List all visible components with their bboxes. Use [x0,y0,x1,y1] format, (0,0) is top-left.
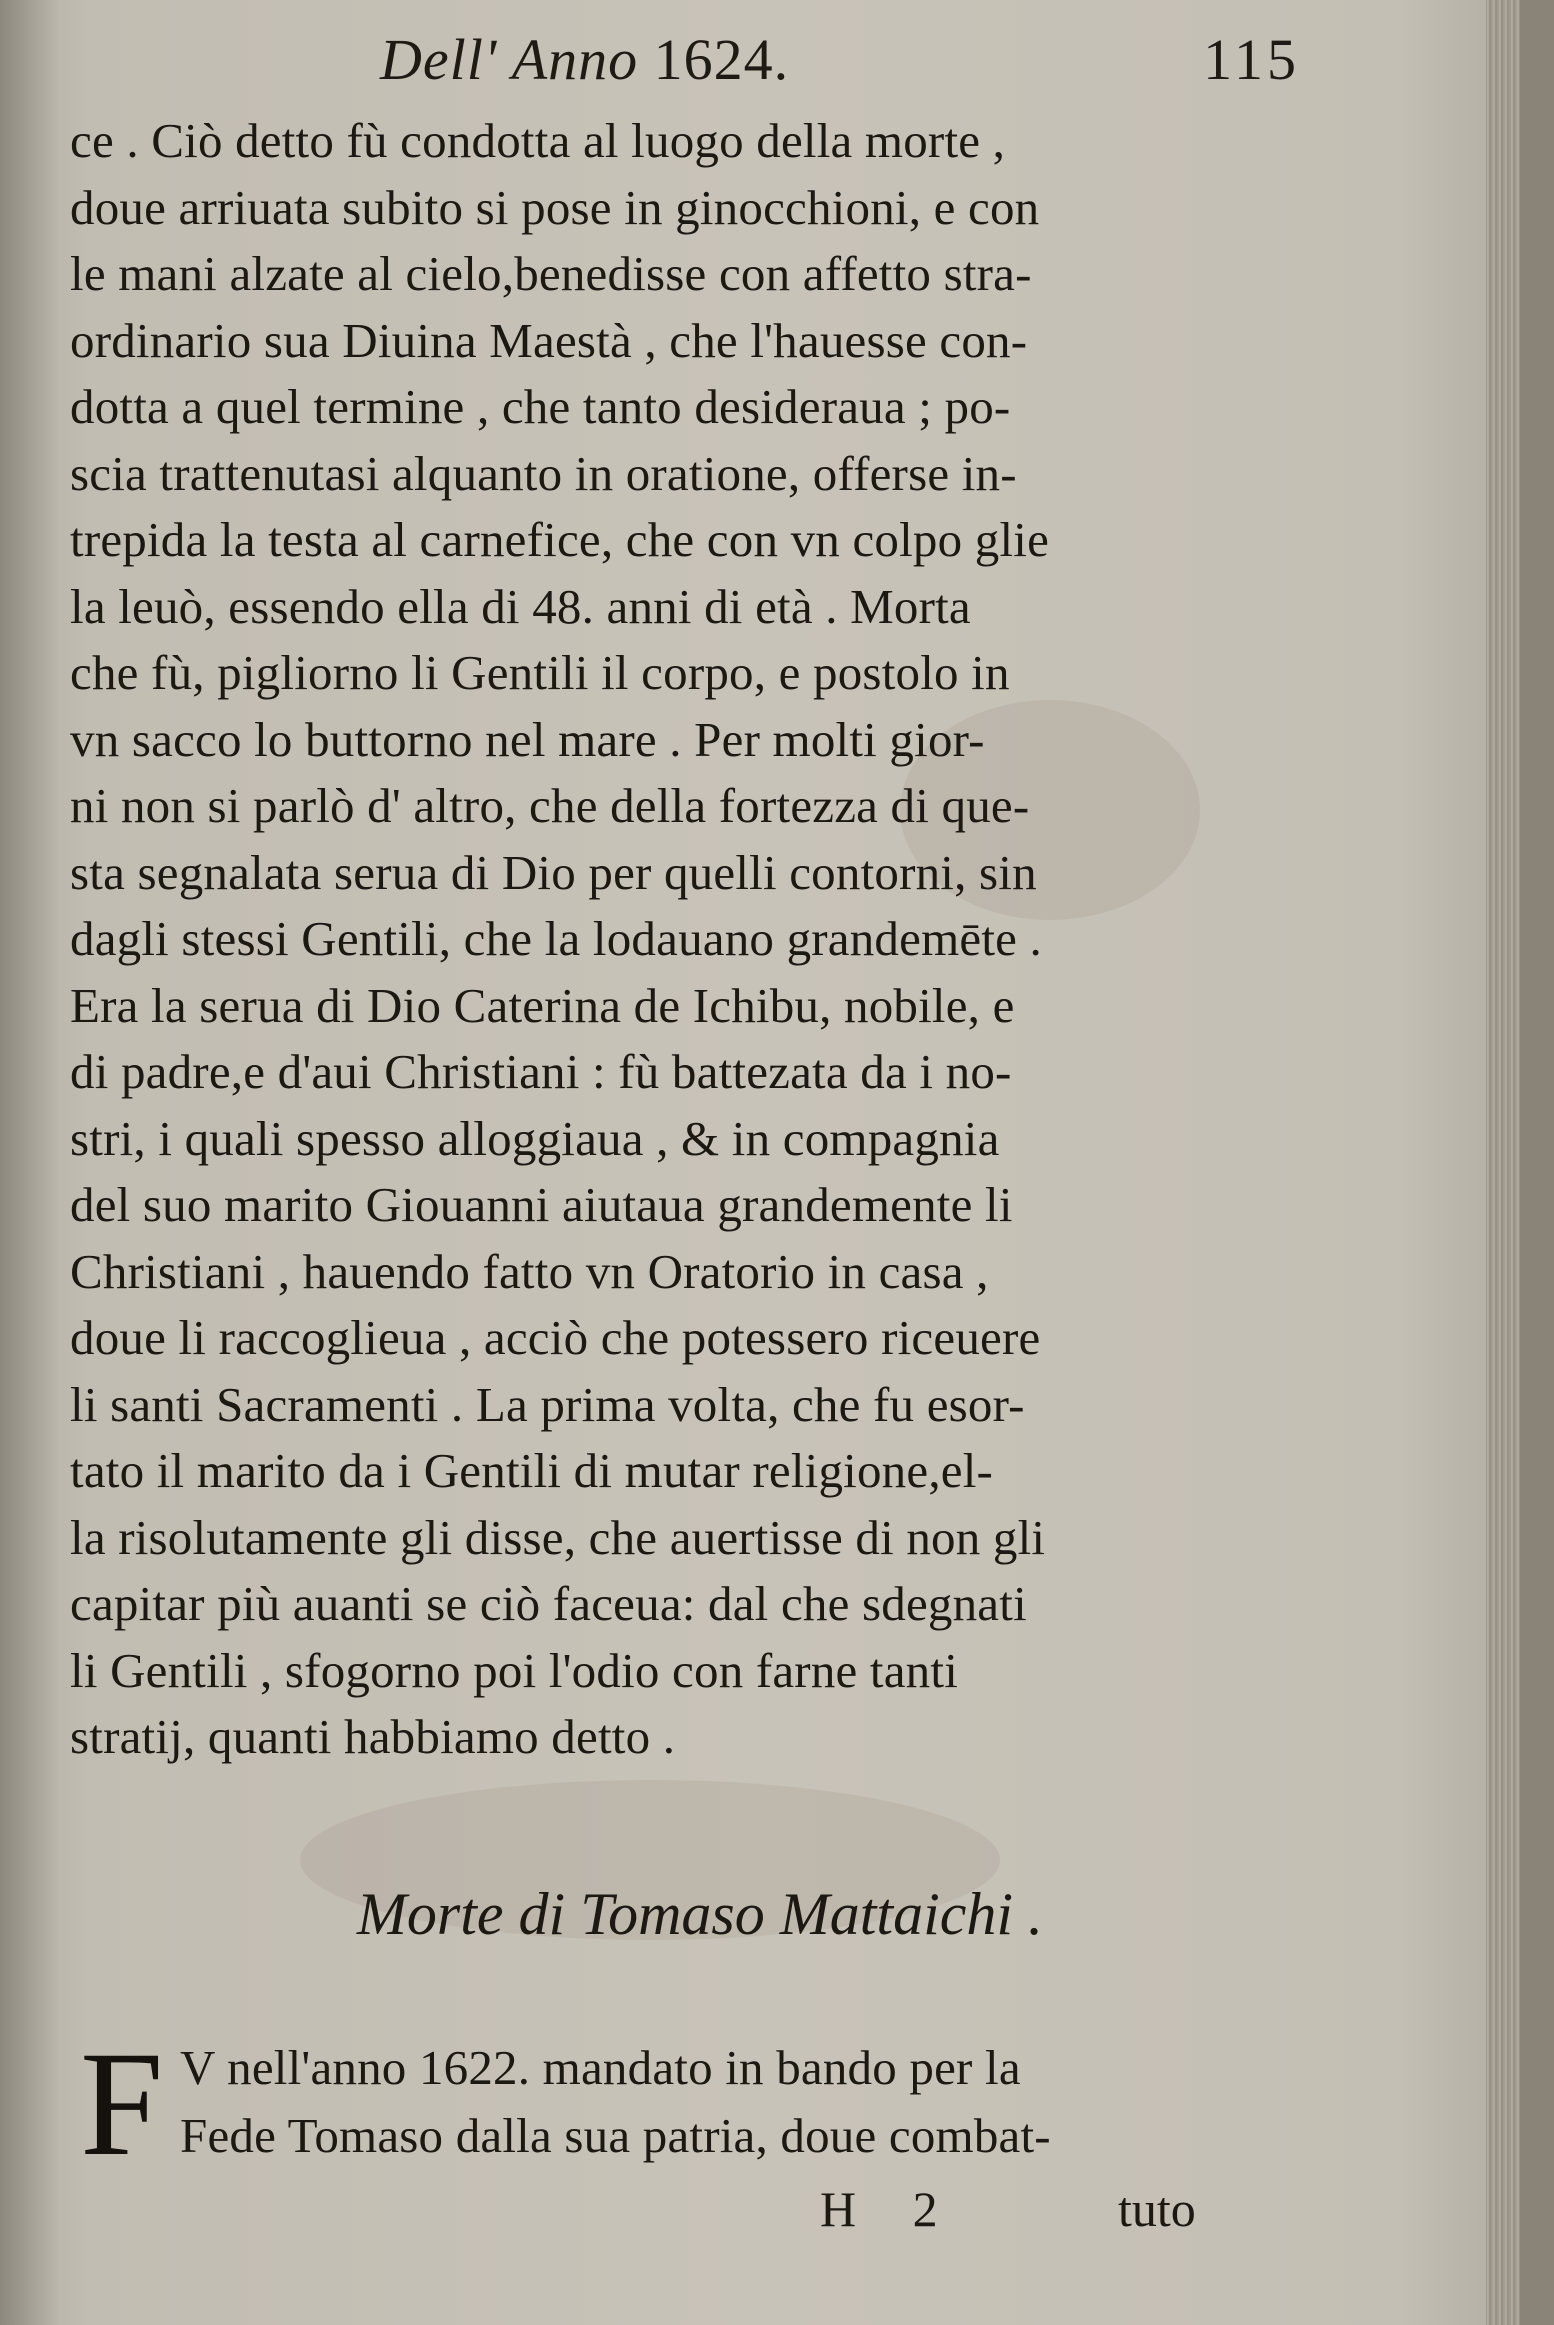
text-line: dotta a quel termine , che tanto desideraua ; po- [70,379,1011,434]
text-line: stratij, quanti habbiamo detto . [70,1709,676,1764]
catchword: tuto [1118,2181,1196,2237]
text-line: del suo marito Giouanni aiutaua grandemente li [70,1177,1013,1232]
gutter-shadow [0,0,60,2325]
text-line: stri, i quali spesso alloggiaua , & in compagnia [70,1110,1000,1166]
text-line: che fù, pigliorno li Gentili il corpo, e postolo in [70,645,1010,700]
text-line: sta segnalata serua di Dio per quelli contorni, sin [70,844,1037,900]
page-number: 115 [1203,27,1300,92]
text-line: V nell'anno 1622. mandato in bando per la [180,2040,1021,2095]
text-line: di padre,e d'aui Christiani : fù battezata da i no- [70,1044,1012,1099]
text-line: capitar più auanti se ciò faceua: dal che sdegnati [70,1576,1027,1631]
text-line: doue arriuata subito si pose in ginocchioni, e con [70,179,1040,235]
text-line: Fede Tomaso dalla sua patria, doue combat- [180,2108,1051,2163]
text-line: Era la serua di Dio Caterina de Ichibu, nobile, e [70,977,1015,1033]
drop-cap: F [80,2021,164,2187]
text-line: trepida la testa al carnefice, che con vn colpo glie [70,512,1050,567]
text-line: vn sacco lo buttorno nel mare . Per molti gior- [70,711,985,767]
page-fore-edge [1486,0,1520,2325]
running-head-title: Dell' Anno [380,27,639,92]
text-line: Christiani , hauendo fatto vn Oratorio in casa , [70,1243,989,1299]
text-line: la risolutamente gli disse, che auertisse di non gli [70,1509,1046,1565]
page-header [0,26,1520,106]
text-line: scia trattenutasi alquanto in oratione, offerse in- [70,445,1017,501]
text-line: ordinario sua Diuina Maestà , che l'hauesse con- [70,312,1028,368]
text-line: li santi Sacramenti . La prima volta, che fu esor- [70,1376,1025,1432]
second-paragraph-lines [180,2034,1340,2170]
section-heading: Morte di Tomaso Mattaichi . [356,1881,1044,1947]
text-line: ce . Ciò detto fù condotta al luogo della morte , [70,113,1006,168]
text-line: doue li raccoglieua , acciò che potessero riceuere [70,1310,1041,1365]
text-line: le mani alzate al cielo,benedisse con affetto stra- [70,246,1032,301]
text-line: ni non si parlò d' altro, che della fortezza di que- [70,778,1030,833]
text-line: li Gentili , sfogorno poi l'odio con farne tanti [70,1642,959,1698]
main-text-block [70,108,1310,1771]
text-line: dagli stessi Gentili, che la lodauano grandemēte . [70,911,1043,966]
text-line: tato il marito da i Gentili di mutar religione,el- [70,1443,994,1498]
running-head [380,26,789,93]
text-line: la leuò, essendo ella di 48. anni di età . Morta [70,578,971,634]
running-head-year: 1624. [653,27,790,92]
signature-mark: H 2 [820,2181,960,2237]
